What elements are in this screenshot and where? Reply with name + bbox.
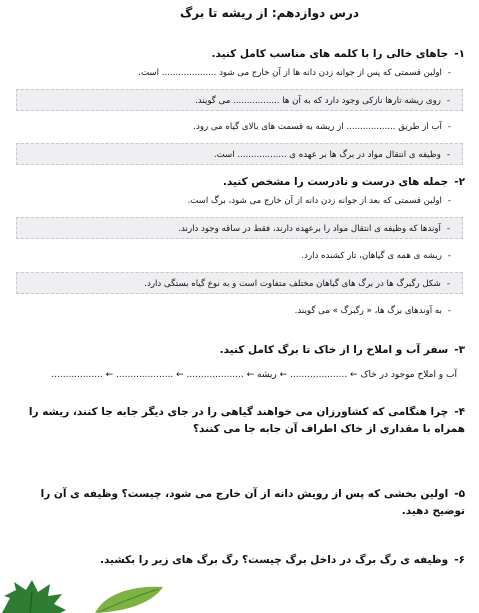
- question-5-text: اولین بخشی که پس از رویش دانه از آن خارج می شود، چیست؟ وظیفه ی آن را توضیح دهید.: [40, 488, 465, 517]
- question-2-number: ۲-: [454, 176, 465, 188]
- question-1: [15, 46, 465, 63]
- q2-item-4-text: شکل رگبرگ ها در برگ های گیاهان مختلف متفاوت است و به نوع گیاه بستگی دارد.: [144, 279, 441, 289]
- q1-item-4-text: وظیفه ی انتقال مواد در برگ ها بر عهده ی .................. است.: [213, 150, 441, 160]
- q1-item-3-text: آب از طریق .................. از ریشه به قسمت های بالای گیاه می رود.: [193, 122, 442, 132]
- q2-item-5: [16, 300, 463, 322]
- question-6: [15, 552, 465, 569]
- dash-marker: -: [447, 251, 451, 261]
- dash-marker: -: [447, 122, 451, 132]
- dash-marker: -: [446, 96, 450, 106]
- q1-item-2: [16, 89, 463, 111]
- q2-item-4: [16, 272, 463, 294]
- question-3: [15, 342, 465, 359]
- q1-item-4: [16, 143, 463, 165]
- question-5-number: ۵-: [454, 488, 465, 500]
- question-4-number: ۴-: [454, 406, 465, 418]
- dash-marker: -: [447, 306, 451, 316]
- q2-item-5-text: به آوندهای برگ ها، « رگبرگ » می گویند.: [294, 306, 442, 316]
- q1-item-1: [16, 62, 463, 84]
- q2-item-1-text: اولین قسمتی که بعد از جوانه زدن دانه از آن خارج می شود، برگ است.: [187, 196, 442, 206]
- question-4: [15, 404, 465, 438]
- dash-marker: -: [447, 68, 451, 78]
- page-title: درس دوازدهم: از ریشه تا برگ: [179, 6, 359, 20]
- question-4-text: چرا هنگامی که کشاورزان می خواهند گیاهی را در جای دیگر جابه جا کنند، ریشه را همراه با مقداری از خاک اطراف آن جابه جا می کنند؟: [28, 406, 465, 435]
- dash-marker: -: [446, 150, 450, 160]
- question-3-number: ۳-: [454, 344, 465, 356]
- q2-item-3: [16, 245, 463, 267]
- question-2-text: جمله های درست و نادرست را مشخص کنید.: [222, 176, 449, 188]
- question-2: [15, 174, 465, 191]
- water-flow-chain: آب و املاح موجود در خاک ← .................... ← ریشه ← .................... ← .................... ← ..................: [51, 370, 457, 380]
- question-5: [15, 486, 465, 520]
- question-6-text: وظیفه ی رگ برگ در داخل برگ چیست؟ رگ برگ های زیر را بکشید.: [99, 554, 449, 566]
- q2-item-2-text: آوندها که وظیفه ی انتقال مواد را برعهده دارند، فقط در ساقه وجود دارند.: [178, 224, 441, 234]
- question-6-number: ۶-: [454, 554, 465, 566]
- green-leaf-image: [95, 585, 165, 613]
- q1-item-1-text: اولین قسمتی که پس از جوانه زدن دانه ها از آن خارج می شود .................... است.: [138, 68, 442, 78]
- dash-marker: -: [446, 224, 450, 234]
- maple-leaf-image: [0, 580, 80, 613]
- dash-marker: -: [446, 279, 450, 289]
- q2-item-1: [16, 190, 463, 212]
- question-3-text: سفر آب و املاح را از خاک تا برگ کامل کنید.: [219, 344, 449, 356]
- dash-marker: -: [447, 196, 451, 206]
- q1-item-3: [16, 116, 463, 138]
- question-1-number: ۱-: [454, 48, 465, 60]
- q1-item-2-text: روی ریشه تارها نازکی وجود دارد که به آن ها ................. می گویند.: [195, 96, 441, 106]
- question-1-text: جاهای خالی را با کلمه های مناسب کامل کنید.: [211, 48, 449, 60]
- q2-item-3-text: ریشه ی همه ی گیاهان، تار کشنده دارد.: [301, 251, 442, 261]
- q2-item-2: [16, 217, 463, 239]
